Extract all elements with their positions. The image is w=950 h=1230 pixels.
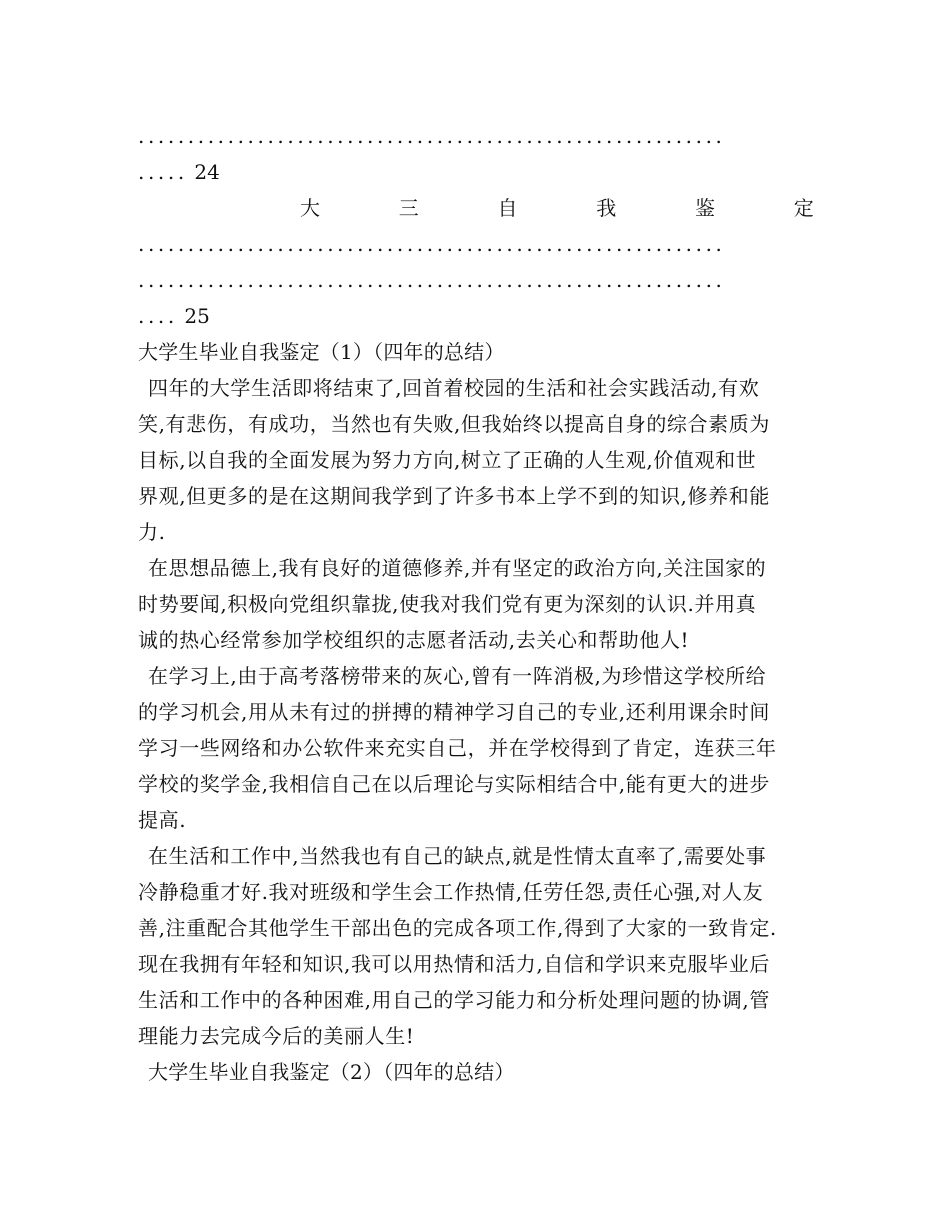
paragraph-line: 力. [138, 520, 166, 544]
document-content [138, 118, 814, 1090]
toc-page-number: 24 [194, 160, 220, 184]
toc-leader-dots: ..... [138, 160, 188, 184]
paragraph-line: 界观,但更多的是在这期间我学到了许多书本上学不到的知识,修养和能 [138, 484, 770, 508]
paragraph-line: 时势要闻,积极向党组织靠拢,使我对我们党有更为深刻的认识.并用真 [138, 592, 757, 616]
toc-title-char: 鉴 [695, 196, 716, 220]
paragraph-line: 生活和工作中的各种困难,用自己的学习能力和分析处理问题的协调,管 [138, 988, 770, 1012]
paragraph-line: 学习一些网络和办公软件来充实自己，并在学校得到了肯定，连获三年 [138, 736, 777, 760]
toc-leader-dots: .... [138, 304, 178, 328]
paragraph-line: 四年的大学生活即将结束了,回首着校园的生活和社会实践活动,有欢 [148, 376, 760, 400]
paragraph-line: 目标,以自我的全面发展为努力方向,树立了正确的人生观,价值观和世 [138, 448, 757, 472]
toc-title-char: 我 [596, 196, 617, 220]
paragraph-line: 在学习上,由于高考落榜带来的灰心,曾有一阵消极,为珍惜这学校所给 [148, 664, 767, 688]
toc-leader-dots: ........................................................... [138, 232, 726, 256]
paragraph-line: 笑,有悲伤，有成功，当然也有失败,但我始终以提高自身的综合素质为 [138, 412, 770, 436]
paragraph-line: 冷静稳重才好.我对班级和学生会工作热情,任劳任怨,责任心强,对人友 [138, 880, 764, 904]
toc-title-char: 定 [793, 196, 814, 220]
paragraph-line: 现在我拥有年轻和知识,我可以用热情和活力,自信和学识来克服毕业后 [138, 952, 770, 976]
paragraph-line: 的学习机会,用从未有过的拼搏的精神学习自己的专业,还利用课余时间 [138, 700, 770, 724]
toc-leader-dots: ........................................................... [138, 268, 726, 292]
toc-page-number: 25 [184, 304, 210, 328]
paragraph-line: 在生活和工作中,当然我也有自己的缺点,就是性情太直率了,需要处事 [148, 844, 767, 868]
toc-entry-tail [138, 298, 814, 334]
toc-title-char: 大 [300, 196, 321, 220]
paragraph-line: 诚的热心经常参加学校组织的志愿者活动,去关心和帮助他人! [138, 628, 690, 652]
toc-title-char: 三 [398, 196, 419, 220]
toc-entry-tail [138, 154, 814, 190]
section-heading: 大学生毕业自我鉴定（1）（四年的总结） [138, 340, 505, 364]
toc-entry-title [138, 190, 814, 226]
paragraph-line: 理能力去完成今后的美丽人生! [138, 1024, 415, 1048]
toc-leader-dots: ........................................................... [138, 124, 726, 148]
section-heading: 大学生毕业自我鉴定（2）（四年的总结） [148, 1060, 515, 1084]
paragraph-line: 学校的奖学金,我相信自己在以后理论与实际相结合中,能有更大的进步 [138, 772, 770, 796]
toc-title-char: 自 [497, 196, 518, 220]
paragraph-line: 在思想品德上,我有良好的道德修养,并有坚定的政治方向,关注国家的 [148, 556, 767, 580]
paragraph-line: 善,注重配合其他学生干部出色的完成各项工作,得到了大家的一致肯定. [138, 916, 777, 940]
paragraph-line: 提高. [138, 808, 187, 832]
